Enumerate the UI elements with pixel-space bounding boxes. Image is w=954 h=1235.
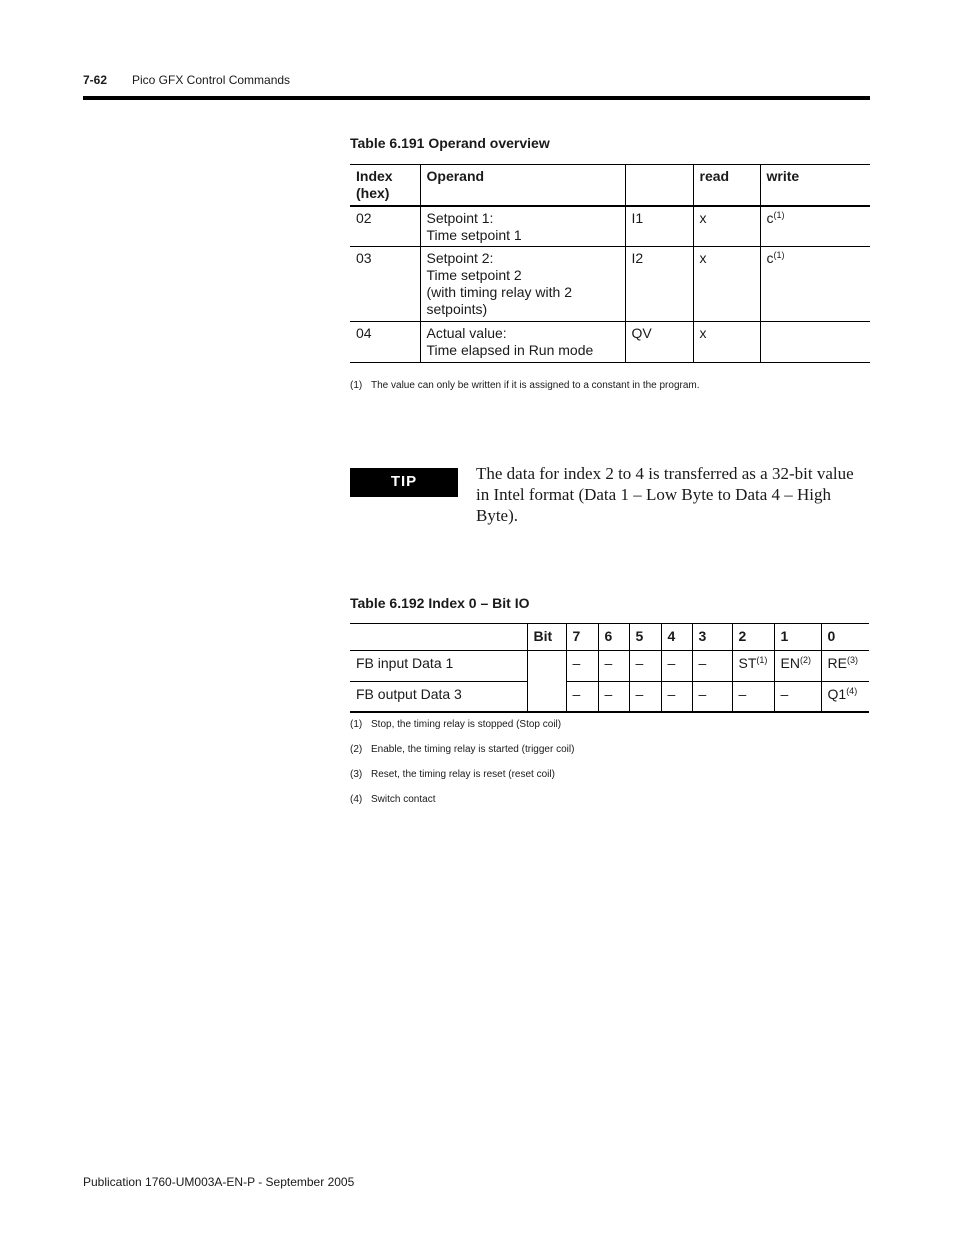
col-header-code — [625, 165, 693, 206]
index-cell: 04 — [356, 325, 372, 341]
bit-cell: – — [566, 651, 598, 682]
table2-footnote: (1) Stop, the timing relay is stopped (Stop coil) — [350, 719, 562, 730]
bit-cell: – — [661, 651, 692, 682]
bit-cell: Q1$^{(4)}$ — [821, 682, 869, 712]
table-row — [350, 322, 870, 363]
table-header-row — [350, 165, 870, 206]
operand-cell: Setpoint 2: Time setpoint 2 (with timing relay with 2 setpoints) — [420, 247, 625, 322]
table2-caption: Table 6.192 Index 0 – Bit IO — [350, 595, 530, 611]
running-header-title: Pico GFX Control Commands — [132, 73, 291, 87]
read-cell: x — [693, 247, 760, 322]
bit-spacer-cell — [527, 651, 566, 712]
write-cell: $c^{(1)}$ — [760, 247, 870, 322]
tip-label: TIP — [350, 468, 458, 497]
bit-cell: – — [566, 682, 598, 712]
header-rule — [83, 96, 870, 100]
operand-cell: Actual value: Time elapsed in Run mode — [420, 322, 625, 363]
table-row — [350, 682, 869, 712]
table-header-row — [350, 624, 869, 651]
table2-footnote: (3) Reset, the timing relay is reset (reset coil) — [350, 769, 555, 780]
operand-overview-table — [350, 164, 870, 363]
bit-cell: – — [598, 682, 629, 712]
bit-cell: RE$^{(3)}$ — [821, 651, 869, 682]
col-header-operand: Operand — [420, 165, 625, 206]
bit-cell: – — [692, 651, 732, 682]
bit-cell: – — [629, 651, 661, 682]
col-header-bit0: 0 — [821, 624, 869, 651]
read-cell: x — [693, 322, 760, 363]
bit-io-table — [350, 623, 869, 713]
code-cell: QV — [625, 322, 693, 363]
bit-cell: ST$^{(1)}$ — [732, 651, 774, 682]
index-cell: 02 — [356, 209, 372, 226]
row-label: FB output Data 3 — [356, 686, 462, 702]
table-row — [350, 651, 869, 682]
bit-cell: – — [661, 682, 692, 712]
bit-cell: – — [692, 682, 732, 712]
read-cell: x — [693, 206, 760, 247]
operand-cell: Setpoint 1: Time setpoint 1 — [420, 206, 625, 247]
row-label: FB input Data 1 — [356, 655, 454, 671]
bit-cell: – — [629, 682, 661, 712]
index-cell: 03 — [356, 250, 372, 266]
bit-cell: – — [774, 682, 821, 712]
footnote-ref: (1) — [773, 209, 785, 220]
bit-cell: EN$^{(2)}$ — [774, 651, 821, 682]
col-header-bit3: 3 — [692, 624, 732, 651]
bit-cell: – — [598, 651, 629, 682]
table1-caption: Table 6.191 Operand overview — [350, 135, 550, 151]
col-header-bit6: 6 — [598, 624, 629, 651]
footnote-ref: (1) — [773, 250, 785, 260]
table1-footnote: (1) The value can only be written if it is assigned to a constant in the program. — [350, 380, 700, 391]
table2-footnote: (2) Enable, the timing relay is started (trigger coil) — [350, 744, 575, 755]
col-header-bit2: 2 — [732, 624, 774, 651]
col-header-bit4: 4 — [661, 624, 692, 651]
col-header-bit7: 7 — [566, 624, 598, 651]
publication-footer: Publication 1760-UM003A-EN-P - September 2005 — [83, 1175, 355, 1189]
bit-cell: – — [732, 682, 774, 712]
write-cell — [760, 322, 870, 363]
col-header-write: write — [760, 165, 870, 206]
table-row — [350, 206, 870, 247]
page-number: 7-62 — [83, 73, 108, 87]
table2-footnote: (4) Switch contact — [350, 794, 436, 805]
col-header-bit5: 5 — [629, 624, 661, 651]
col-header-label — [350, 624, 527, 651]
tip-text: The data for index 2 to 4 is transferred as a 32-bit value in Intel format (Data 1 – Low Byte to Data 4 – High Byte). — [476, 464, 854, 525]
code-cell: I2 — [625, 247, 693, 322]
write-cell: $c^{(1)}$ — [760, 206, 870, 247]
col-header-bit: Bit — [527, 624, 566, 651]
col-header-index: Index (hex) — [356, 168, 393, 201]
table-row — [350, 247, 870, 322]
col-header-bit1: 1 — [774, 624, 821, 651]
code-cell: I1 — [625, 206, 693, 247]
col-header-read: read — [693, 165, 760, 206]
